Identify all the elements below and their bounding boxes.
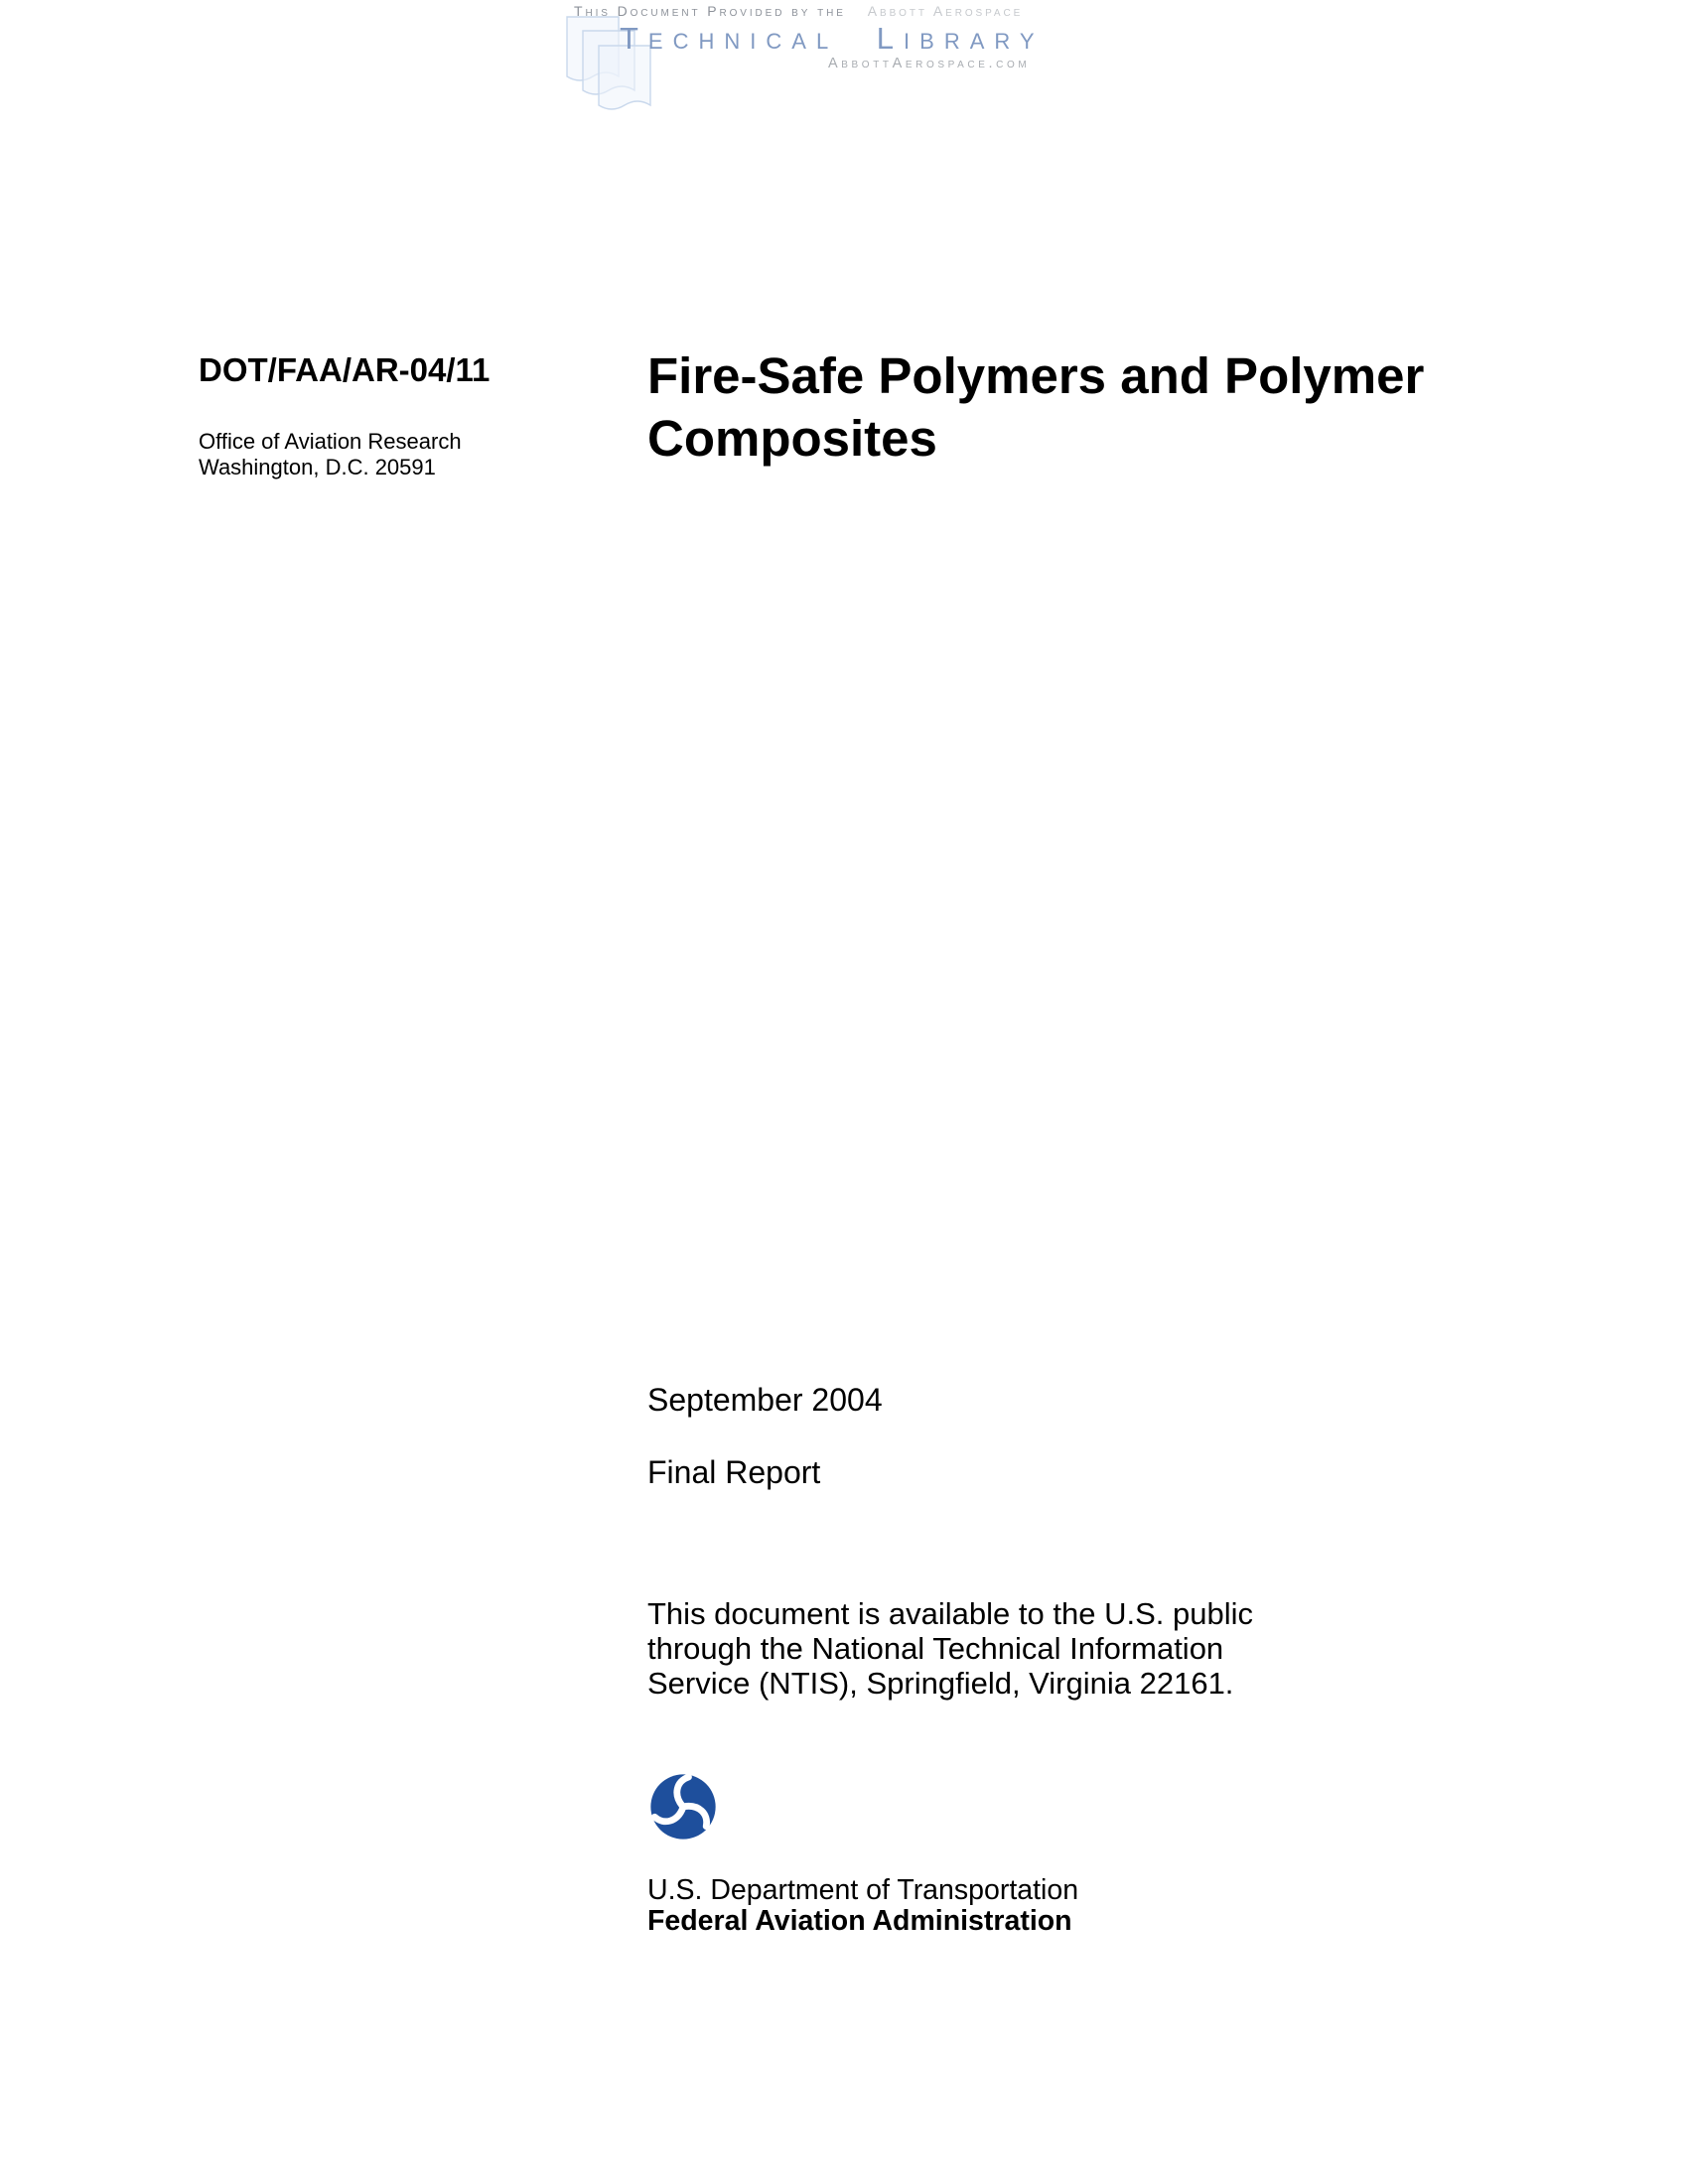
watermark-provided-by: This Document Provided by the — [574, 3, 846, 19]
department-block — [647, 1875, 1078, 1936]
watermark-provided-line — [574, 3, 1023, 19]
office-city-line: Washington, D.C. 20591 — [199, 454, 436, 479]
publication-date: September 2004 — [647, 1382, 883, 1418]
report-number: DOT/FAA/AR-04/11 — [199, 351, 491, 388]
office-line: Office of Aviation Research — [199, 429, 462, 454]
department-name: U.S. Department of Transportation — [647, 1874, 1079, 1906]
us-dot-logo-icon — [649, 1773, 717, 1841]
document-title: Fire-Safe Polymers and Polymer Composites — [647, 347, 1425, 467]
watermark-org: Abbott Aerospace — [867, 3, 1024, 19]
issuing-office-block — [199, 429, 462, 479]
watermark-website: AbbottAerospace.com — [828, 56, 1031, 71]
watermark-library-title: Technical Library — [620, 21, 1045, 56]
abbott-watermark-header — [0, 0, 1688, 149]
availability-note: This document is available to the U.S. public through the National Technical Information Service (NTIS), Springfield, Virginia 22161. — [647, 1596, 1253, 1701]
report-type: Final Report — [647, 1454, 821, 1490]
agency-name: Federal Aviation Administration — [647, 1904, 1072, 1937]
